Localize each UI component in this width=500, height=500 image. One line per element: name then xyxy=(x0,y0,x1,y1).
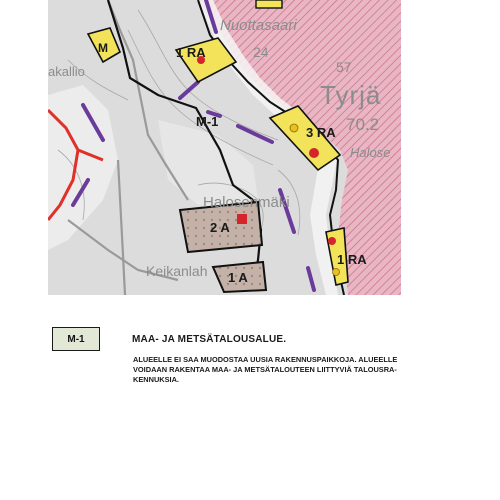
place-name: Keikanlah xyxy=(146,263,208,279)
zoning-map xyxy=(48,0,401,295)
place-name: Halosenmäki xyxy=(203,194,290,211)
elevation-number: 57 xyxy=(336,59,352,75)
depth-number: 70.2 xyxy=(346,115,380,134)
zone-label: 1 A xyxy=(228,270,248,285)
building-dot xyxy=(309,148,319,158)
place-name: akallio xyxy=(48,64,85,79)
elevation-number: 24 xyxy=(253,44,269,60)
building-dot xyxy=(290,124,298,132)
zone-label: 3 RA xyxy=(306,125,336,140)
zone-label: M-1 xyxy=(196,114,219,129)
place-name: Nuottasaari xyxy=(220,17,297,34)
building-square xyxy=(237,214,247,224)
place-name: Halose xyxy=(350,145,391,160)
zone-top-fragment xyxy=(256,0,282,8)
zone-label: 1 RA xyxy=(176,45,206,60)
place-name: Tyrjä xyxy=(320,80,382,110)
legend-description-line: ALUEELLE EI SAA MUODOSTAA UUSIA RAKENNUSPAIKKOJA. ALUEELLE xyxy=(133,355,398,364)
building-dot xyxy=(333,269,340,276)
zone-label: 1 RA xyxy=(337,252,367,267)
legend-title: MAA- JA METSÄTALOUSALUE. xyxy=(132,334,287,345)
legend-description xyxy=(133,355,423,385)
legend-swatch-label: M-1 xyxy=(67,333,85,345)
zone-label: M xyxy=(98,41,108,55)
building-dot xyxy=(328,237,336,245)
legend-description-line: KENNUKSIA. xyxy=(133,375,179,384)
zone-label: 2 A xyxy=(210,220,230,235)
legend-description-line: VOIDAAN RAKENTAA MAA- JA METSÄTALOUTEEN LIITTYVIÄ TALOUSRA- xyxy=(133,365,397,374)
legend-swatch-m-1 xyxy=(52,327,100,351)
